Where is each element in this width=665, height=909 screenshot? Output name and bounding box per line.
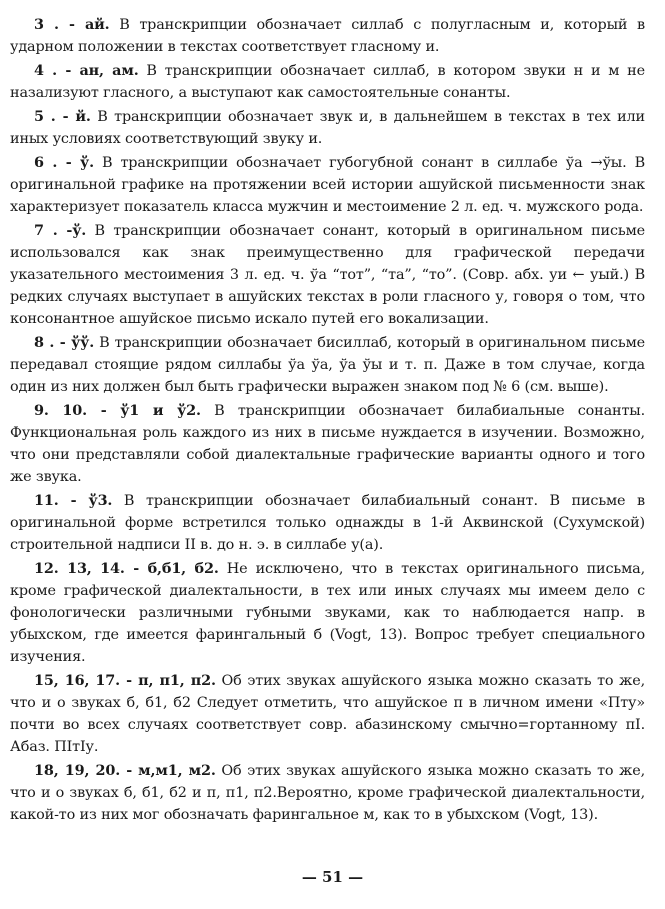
paragraph-11-text: В транскрипции обозначает билабиальный сонант. В письме в оригинальной форме встретился только однажды в 1-й Аквинской (Сухумской) строительной надписи II в. до н. э. в силлабе у(а). (10, 493, 645, 553)
paragraph-5-head: 5 . - й. (34, 108, 91, 125)
paragraph-15-17 (10, 670, 645, 758)
paragraph-4 (10, 60, 645, 104)
paragraph-4-head: 4 . - ан, ам. (34, 62, 139, 79)
paragraph-6 (10, 152, 645, 218)
paragraph-18-20-head: 18, 19, 20. - м,м1, м2. (34, 762, 216, 779)
paragraph-9-10 (10, 400, 645, 488)
paragraph-5 (10, 106, 645, 150)
paragraph-7-head: 7 . -ў. (34, 222, 87, 239)
page-number: — 51 — (301, 868, 364, 886)
paragraph-8 (10, 332, 645, 398)
paragraph-9-10-head: 9. 10. - ў1 и ў2. (34, 402, 201, 419)
paragraph-18-20 (10, 760, 645, 826)
paragraph-3 (10, 14, 645, 58)
paragraph-12-14 (10, 558, 645, 668)
paragraph-7-text: В транскрипции обозначает сонант, который в оригинальном письме использовался как знак преимущественно для графической передачи указательного местоимения 3 л. ед. ч. ўа “тот”, “та”, “то”. (Совр. абх. уи ← уый.) В редких случаях выступает в ашуйских текстах в роли гласного у, говоря о том, что консонантное ашуйское письмо искало путей его вокализации. (10, 223, 645, 327)
paragraph-11-head: 11. - ў3. (34, 492, 113, 509)
paragraph-12-14-text: Не исключено, что в текстах оригинального письма, кроме графической диалектальности, в тех или иных случаях мы имеем дело с фонологически различными губными звуками, как то наблюдается напр. в убыхском, где имеется фарингальный б (Vogt, 13). Вопрос требует специального изучения. (10, 561, 645, 665)
paragraph-12-14-head: 12. 13, 14. - б,б1, б2. (34, 560, 219, 577)
paragraph-7 (10, 220, 645, 330)
paragraph-8-head: 8 . - ўў. (34, 334, 95, 351)
paragraph-5-text: В транскрипции обозначает звук и, в дальнейшем в текстах в тех или иных условиях соответствующий звуку и. (10, 109, 645, 147)
paragraph-6-text: В транскрипции обозначает губогубной сонант в силлабе ўа →ўы. В оригинальной графике на протяжении всей истории ашуйской письменности знак характеризует показатель класса мужчин и местоимение 2 л. ед. ч. мужского рода. (10, 155, 645, 215)
paragraph-8-text: В транскрипции обозначает бисиллаб, который в оригинальном письме передавал стоящие рядом силлабы ўа ўа, ўа ўы и т. п. Даже в том случае, когда один из них должен был быть графически выражен знаком под № 6 (см. выше). (10, 335, 645, 395)
paragraph-6-head: 6 . - ў. (34, 154, 94, 171)
paragraph-15-17-head: 15, 16, 17. - п, п1, п2. (34, 672, 216, 689)
paragraph-15-17-text: Об этих звуках ашуйского языка можно сказать то же, что и о звуках б, б1, б2 Следует отметить, что ашуйское п в личном имени «Пту» почти во всех случаях соответствует совр. абазинскому смычно=гортанному пI. Абаз. ПІтІу. (10, 673, 645, 755)
paragraph-9-10-text: В транскрипции обозначает билабиальные сонанты. Функциональная роль каждого из них в письме нуждается в изучении. Возможно, что они представляли собой диалектальные графические варианты одного и того же звука. (10, 403, 645, 485)
paragraph-18-20-text: Об этих звуках ашуйского языка можно сказать то же, что и о звуках б, б1, б2 и п, п1, п2.Вероятно, кроме графической диалектальности, какой-то из них мог обозначать фарингальное м, как то в убыхском (Vogt, 13). (10, 763, 645, 823)
paragraph-11 (10, 490, 645, 556)
paragraph-3-text: В транскрипции обозначает силлаб с полугласным и, который в ударном положении в текстах соответствует гласному и. (10, 17, 646, 55)
paragraph-4-text: В транскрипции обозначает силлаб, в котором звуки н и м не назализуют гласного, а выступают как самостоятельные сонанты. (10, 63, 645, 101)
paragraph-3-head: 3 . - ай. (34, 16, 110, 33)
